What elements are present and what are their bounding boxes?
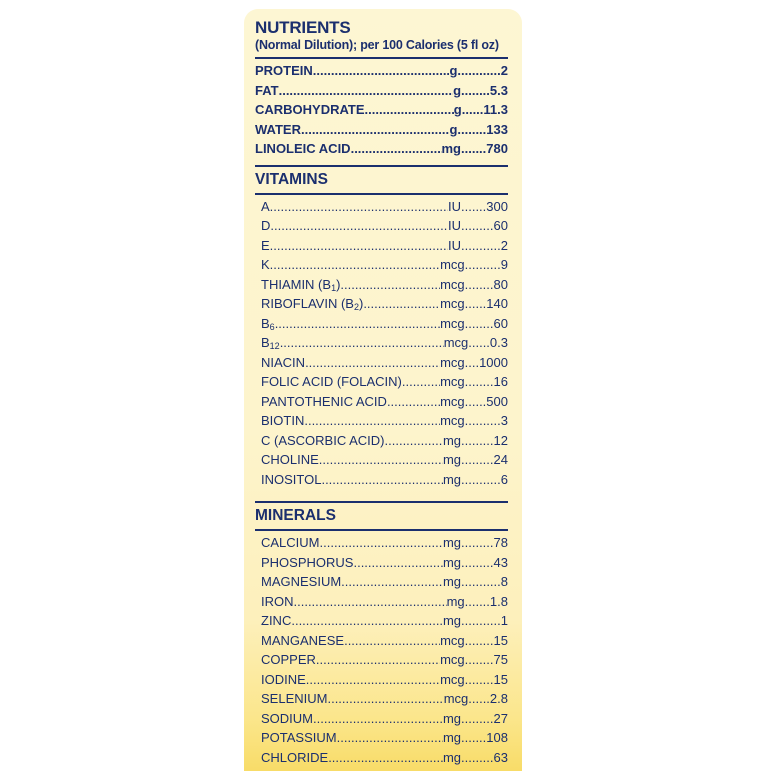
nutrient-row [255, 141, 508, 161]
dot-leader: ......... [461, 218, 494, 233]
nutrient-value: 108 [486, 730, 508, 745]
nutrient-unit: IU [448, 218, 462, 233]
nutrient-label [261, 257, 270, 272]
nutrient-name: PANTOTHENIC ACID [261, 393, 387, 409]
nutrient-unit: mg [442, 613, 462, 628]
nutrient-value: 140 [486, 296, 508, 311]
nutrient-label [261, 750, 328, 765]
dot-leader [341, 574, 443, 589]
nutrient-label [261, 238, 270, 253]
dot-leader [291, 613, 443, 628]
dot-leader: ....... [464, 593, 490, 609]
nutrient-value: 1 [500, 613, 508, 628]
nutrient-value: 2.8 [489, 691, 508, 706]
nutrient-unit: mg [442, 730, 461, 745]
nutrient-name: K [261, 257, 270, 272]
nutrient-value: 43 [493, 554, 508, 570]
dot-leader: ....... [461, 198, 487, 214]
dot-leader [337, 730, 443, 745]
nutrient-value: 12 [493, 432, 508, 448]
nutrient-name: B [261, 315, 270, 331]
dot-leader: ........ [461, 82, 490, 98]
nutrient-label [261, 594, 294, 609]
nutrient-name: CHLORIDE [261, 749, 329, 765]
nutrient-unit: mcg [443, 335, 469, 350]
nutrient-name: INOSITOL [261, 471, 322, 487]
nutrient-label [261, 711, 313, 726]
nutrient-value: 5.3 [489, 82, 508, 98]
nutrient-row [255, 335, 508, 355]
nutrient-value: 60 [493, 315, 508, 331]
nutrient-label [261, 555, 353, 570]
dot-leader [327, 691, 443, 706]
nutrient-label [261, 355, 305, 370]
dot-leader: .... [464, 354, 480, 370]
nutrient-label [261, 394, 387, 409]
nutrient-unit: mcg [440, 257, 465, 272]
dot-leader [316, 652, 440, 667]
dot-leader: ........ [464, 632, 494, 648]
nutrient-value: 0.3 [489, 335, 508, 350]
nutrient-unit: mg [442, 432, 462, 448]
dot-leader [313, 63, 450, 78]
nutrient-unit: mcg [440, 354, 465, 370]
nutrient-value: 1000 [479, 354, 508, 370]
dot-leader: ......... [461, 749, 494, 765]
nutrient-label [261, 199, 270, 214]
nutrient-subscript: 12 [269, 341, 280, 351]
nutrient-name: A [261, 198, 270, 214]
nutrient-unit: mcg [440, 315, 465, 331]
nutrient-unit: mcg [440, 632, 465, 648]
nutrient-label [261, 218, 270, 233]
nutrient-value: 500 [486, 393, 508, 409]
nutrient-value: 78 [493, 535, 508, 550]
nutrient-row [255, 355, 508, 375]
nutrient-row [255, 750, 508, 770]
dot-leader [328, 750, 443, 765]
dot-leader [270, 218, 448, 233]
dot-leader: ......... [461, 535, 494, 550]
dot-leader: ...... [464, 296, 487, 311]
nutrient-name: POTASSIUM [261, 730, 337, 745]
nutrient-label [255, 83, 279, 98]
dot-leader: ...... [464, 393, 487, 409]
dot-leader: ............ [457, 63, 501, 78]
dot-leader: ...... [468, 335, 490, 350]
dot-leader [353, 555, 442, 570]
nutrient-row [255, 316, 508, 336]
nutrient-name: CHOLINE [261, 452, 319, 467]
dot-leader: ........ [464, 374, 494, 389]
dot-leader [306, 672, 440, 687]
nutrient-unit: mcg [440, 393, 465, 409]
nutrient-unit: g [453, 82, 462, 98]
nutrient-unit: g [449, 63, 458, 78]
nutrient-label [255, 122, 301, 137]
nutrient-value: 60 [493, 218, 508, 233]
nutrient-name: IODINE [261, 671, 306, 687]
nutrient-value: 300 [486, 198, 508, 214]
dot-leader [319, 452, 443, 467]
nutrient-unit: mcg [440, 296, 465, 311]
dot-leader: ........ [457, 121, 487, 137]
nutrient-unit: mg [442, 574, 462, 589]
dot-leader [270, 238, 448, 253]
nutrient-value: 15 [493, 671, 508, 687]
nutrient-unit: mcg [440, 652, 465, 667]
dot-leader [387, 394, 440, 409]
nutrient-name: SODIUM [261, 710, 313, 726]
nutrient-label [261, 296, 363, 311]
nutrient-label [261, 472, 321, 487]
nutrient-name: CARBOHYDRATE [255, 102, 365, 117]
dot-leader: ......... [461, 710, 494, 726]
panel-title: NUTRIENTS [255, 18, 351, 37]
dot-leader: ........... [461, 613, 501, 628]
nutrition-panel [244, 9, 522, 771]
nutrient-value: 75 [493, 652, 508, 667]
nutrient-label [261, 316, 275, 331]
nutrient-row [255, 218, 508, 238]
nutrient-name: B [261, 335, 270, 350]
dot-leader: ......... [461, 554, 494, 570]
nutrient-unit: g [453, 102, 462, 117]
nutrient-row [255, 472, 508, 492]
nutrient-row [255, 672, 508, 692]
dot-leader: ........... [461, 471, 501, 487]
nutrient-row [255, 452, 508, 472]
dot-leader [301, 122, 449, 137]
nutrient-label [261, 691, 327, 706]
nutrient-unit: IU [448, 237, 462, 253]
nutrient-name: NIACIN [261, 354, 306, 370]
nutrient-label [261, 277, 340, 292]
nutrient-label [261, 613, 291, 628]
nutrient-row [255, 277, 508, 297]
dot-leader: .......... [464, 413, 501, 428]
nutrient-label [261, 730, 337, 745]
nutrient-row [255, 122, 508, 142]
dot-leader: ........... [461, 237, 501, 253]
nutrient-row [255, 555, 508, 575]
nutrient-unit: IU [448, 198, 461, 214]
minerals-list [255, 535, 508, 769]
nutrient-unit: mg [442, 471, 462, 487]
dot-leader: ...... [468, 691, 490, 706]
nutrient-row [255, 613, 508, 633]
nutrient-row [255, 63, 508, 83]
nutrient-subscript: 6 [269, 321, 275, 332]
nutrient-value: 24 [493, 452, 508, 467]
nutrient-name: PROTEIN [255, 63, 313, 78]
nutrient-label [261, 413, 304, 428]
dot-leader [275, 316, 440, 331]
nutrient-unit: mcg [440, 413, 465, 428]
nutrient-row [255, 711, 508, 731]
nutrient-label [261, 433, 385, 448]
dot-leader [365, 102, 454, 117]
dot-leader [340, 277, 440, 292]
nutrient-unit: mcg [440, 671, 465, 687]
nutrient-suffix: ) [336, 276, 341, 292]
nutrient-row [255, 633, 508, 653]
nutrient-value: 6 [500, 471, 508, 487]
nutrient-unit: mg [442, 554, 462, 570]
minerals-heading: MINERALS [255, 507, 336, 524]
nutrient-unit: mg [442, 452, 462, 467]
nutrient-unit: mg [442, 749, 462, 765]
nutrient-label [255, 102, 365, 117]
nutrient-unit: mcg [440, 276, 465, 292]
nutrient-value: 2 [500, 237, 508, 253]
dot-leader [363, 296, 440, 311]
divider [255, 57, 508, 59]
dot-leader [385, 433, 443, 448]
nutrient-name: LINOLEIC ACID [255, 141, 351, 156]
nutrient-unit: mg [441, 141, 461, 156]
nutrient-name: ZINC [261, 613, 292, 628]
dot-leader [313, 711, 443, 726]
dot-leader: ...... [461, 102, 484, 117]
nutrient-value: 11.3 [483, 102, 508, 117]
dot-leader [321, 472, 443, 487]
dot-leader [351, 141, 442, 156]
nutrient-name: THIAMIN (B [261, 276, 332, 292]
nutrient-value: 63 [493, 749, 508, 765]
nutrient-subscript: 1 [331, 282, 337, 293]
dot-leader [344, 633, 440, 648]
nutrient-label [261, 652, 316, 667]
nutrient-row [255, 730, 508, 750]
nutrient-name: D [261, 218, 271, 233]
dot-leader [305, 355, 440, 370]
nutrient-name: FOLIC ACID (FOLACIN) [261, 374, 402, 389]
nutrient-value: 8 [500, 574, 508, 589]
nutrient-name: PHOSPHORUS [261, 554, 354, 570]
nutrient-value: 15 [493, 632, 508, 648]
nutrient-name: BIOTIN [261, 413, 305, 428]
nutrient-value: 2 [500, 63, 508, 78]
dot-leader [270, 199, 448, 214]
nutrient-row [255, 433, 508, 453]
nutrient-unit: mg [442, 710, 462, 726]
nutrient-row [255, 691, 508, 711]
nutrient-value: 3 [500, 413, 508, 428]
nutrient-name: WATER [255, 121, 301, 137]
nutrient-value: 27 [493, 710, 508, 726]
nutrient-row [255, 574, 508, 594]
nutrient-label [255, 63, 313, 78]
nutrient-name: MAGNESIUM [261, 574, 342, 589]
nutrient-row [255, 652, 508, 672]
nutrients-list [255, 63, 508, 161]
panel-subtitle: (Normal Dilution); per 100 Calories (5 fl oz) [255, 38, 499, 52]
nutrient-label [261, 452, 319, 467]
dot-leader: ......... [461, 432, 494, 448]
dot-leader [304, 413, 440, 428]
nutrient-row [255, 374, 508, 394]
divider [255, 501, 508, 503]
dot-leader [280, 335, 444, 350]
nutrient-subscript: 2 [353, 302, 359, 312]
nutrient-unit: mg [446, 593, 465, 609]
nutrient-value: 80 [493, 276, 508, 292]
divider [255, 165, 508, 167]
nutrient-value: 133 [486, 121, 508, 137]
nutrient-label [261, 374, 402, 389]
nutrient-value: 16 [493, 374, 508, 389]
nutrient-row [255, 413, 508, 433]
dot-leader [270, 257, 440, 272]
nutrient-row [255, 535, 508, 555]
nutrient-value: 1.8 [489, 593, 508, 609]
dot-leader: .......... [464, 257, 501, 272]
dot-leader [294, 594, 447, 609]
nutrient-label [261, 574, 341, 589]
dot-leader: ........ [464, 671, 494, 687]
nutrient-name: SELENIUM [261, 691, 328, 706]
nutrient-label [261, 633, 344, 648]
nutrient-row [255, 238, 508, 258]
nutrient-unit: mg [442, 535, 462, 550]
dot-leader: ....... [461, 141, 487, 156]
dot-leader [279, 83, 453, 98]
nutrient-unit: mcg [443, 691, 469, 706]
dot-leader: ........ [464, 652, 494, 667]
dot-leader: ......... [461, 452, 494, 467]
dot-leader [402, 374, 440, 389]
vitamins-heading: VITAMINS [255, 170, 328, 188]
nutrient-name: C (ASCORBIC ACID) [261, 432, 385, 448]
nutrient-row [255, 83, 508, 103]
nutrient-value: 9 [500, 257, 508, 272]
vitamins-list [255, 199, 508, 492]
nutrient-row [255, 102, 508, 122]
nutrient-unit: g [449, 121, 458, 137]
nutrient-label [261, 672, 306, 687]
nutrient-name: COPPER [261, 652, 316, 667]
dot-leader: ........ [464, 276, 494, 292]
nutrient-suffix: ) [358, 296, 364, 311]
nutrient-row [255, 394, 508, 414]
nutrient-name: IRON [261, 593, 294, 609]
nutrient-row [255, 257, 508, 277]
nutrient-name: MANGANESE [261, 632, 345, 648]
nutrient-label [261, 335, 280, 350]
nutrient-name: RIBOFLAVIN (B [261, 296, 354, 311]
dot-leader [320, 535, 443, 550]
nutrient-row [255, 594, 508, 614]
nutrient-name: CALCIUM [261, 535, 320, 550]
nutrient-row [255, 199, 508, 219]
nutrient-label [255, 141, 351, 156]
nutrient-unit: mcg [440, 374, 465, 389]
divider [255, 193, 508, 195]
nutrient-value: 780 [486, 141, 508, 156]
nutrient-name: FAT [255, 82, 279, 98]
dot-leader: ........... [461, 574, 501, 589]
nutrient-row [255, 296, 508, 316]
dot-leader: ........ [464, 315, 494, 331]
nutrient-name: E [261, 237, 270, 253]
dot-leader: ....... [461, 730, 487, 745]
divider [255, 529, 508, 531]
nutrient-label [261, 535, 320, 550]
